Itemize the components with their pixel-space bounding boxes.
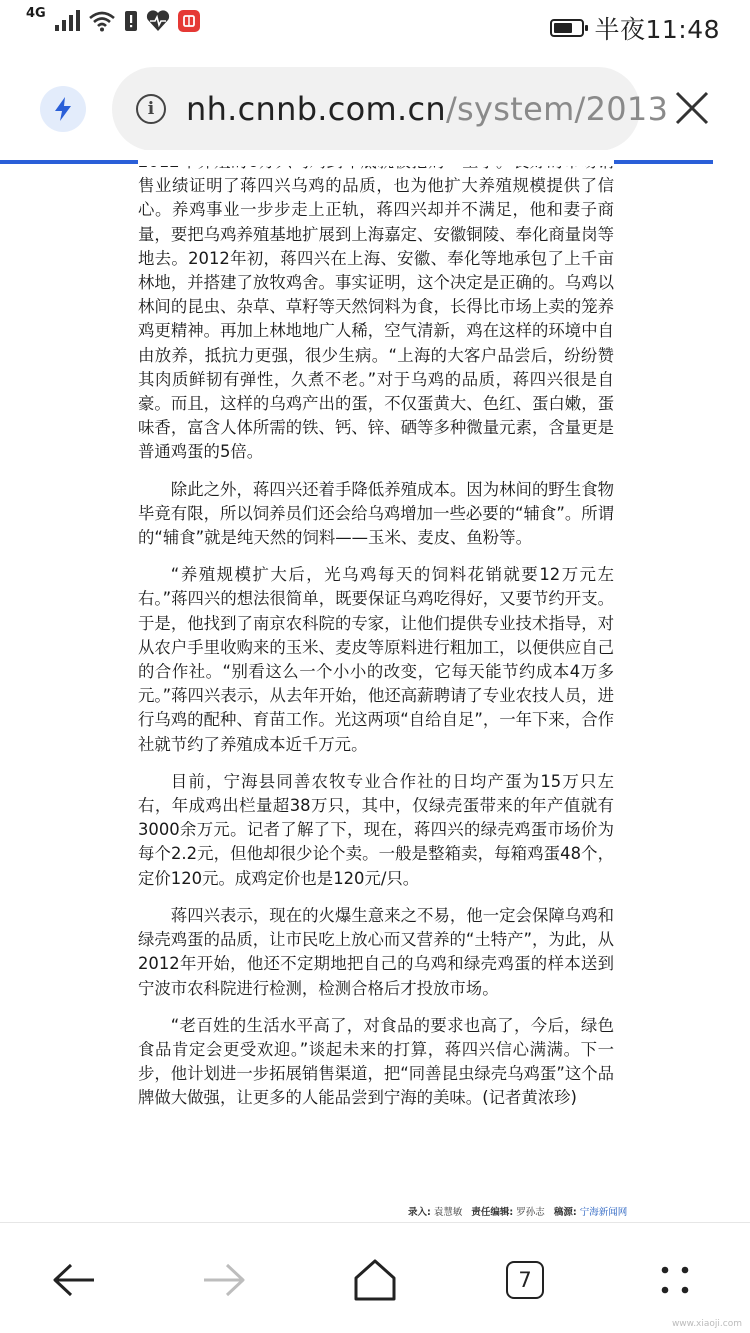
tab-count: 7 bbox=[506, 1261, 544, 1299]
wifi-icon bbox=[88, 10, 116, 32]
url-host: nh.cnnb.com.cn bbox=[186, 90, 446, 128]
credit-editor-name: 罗孙志 bbox=[516, 1207, 545, 1218]
more-dots-icon bbox=[657, 1262, 693, 1298]
arrow-right-icon bbox=[201, 1262, 247, 1298]
health-heart-icon bbox=[146, 10, 170, 32]
article-paragraph: 目前，宁海县同善农牧专业合作社的日均产蛋为15万只左右，年成鸡出栏量超38万只，其中，仅绿壳蛋带来的年产值就有3000余万元。记者了解了下，现在，蒋四兴的绿壳鸡蛋市场价为每个2.2元，但他却很少论个卖。一般是整箱卖，每箱鸡蛋48个，定价120元。成鸡定价也是120元/只。 bbox=[138, 771, 614, 888]
status-right-icons bbox=[550, 10, 720, 46]
close-icon[interactable] bbox=[674, 90, 710, 126]
article-paragraph: “老百姓的生活水平高了，对食品的要求也高了，今后，绿色食品肯定会更受欢迎。”谈起未来的打算，蒋四兴信心满满。下一步，他计划进一步拓展销售渠道，把“同善昆虫绿壳乌鸡蛋”这个品牌做大做强，让更多的人能品尝到宁海的美味。(记者黄浓珍) bbox=[138, 1015, 614, 1108]
article-paragraph: 蒋四兴表示，现在的火爆生意来之不易，他一定会保障乌鸡和绿壳鸡蛋的品质，让市民吃上放心而又营养的“土特产”，为此，从2012年开始，他还不定期地把自己的乌鸡和绿壳鸡蛋的样本送到宁波市农科院进行检测，检测合格后才投放市场。 bbox=[138, 905, 614, 998]
credit-source-link[interactable]: 宁海新闻网 bbox=[579, 1207, 628, 1218]
credit-source-label: 稿源: bbox=[553, 1207, 577, 1218]
url-path: /system/2013 bbox=[445, 90, 669, 128]
arrow-left-icon bbox=[51, 1262, 97, 1298]
tabs-button[interactable] bbox=[497, 1252, 553, 1308]
notification-app-icon bbox=[178, 10, 200, 32]
network-type: 4G bbox=[26, 5, 46, 21]
forward-button[interactable] bbox=[196, 1252, 252, 1308]
url-text[interactable] bbox=[186, 90, 668, 128]
status-time: 半夜11:48 bbox=[594, 15, 720, 44]
credit-editor-label: 责任编辑: bbox=[471, 1207, 514, 1218]
article-paragraph: 除此之外，蒋四兴还着手降低养殖成本。因为林间的野生食物毕竟有限，所以饲养员们还会给乌鸡增加一些必要的“辅食”。所谓的“辅食”就是纯天然的饲料——玉米、麦皮、鱼粉等。 bbox=[138, 479, 614, 548]
article-paragraph: 售业绩证明了蒋四兴乌鸡的品质，也为他扩大养殖规模提供了信心。养鸡事业一步步走上正轨，蒋四兴却并不满足，他和妻子商量，要把乌鸡养殖基地扩展到上海嘉定、安徽铜陵、奉化商量岗等地去。2012年初，蒋四兴在上海、安徽、奉化等地承包了上千亩林地，并搭建了放牧鸡舍。事实证明，这个决定是正确的。乌鸡以林间的昆虫、杂草、草籽等天然饲料为食，长得比市场上卖的笼养鸡更精神。再加上林地地广人稀，空气清新，鸡在这样的环境中自由放养，抵抗力更强，很少生病。“上海的大客户品尝后，纷纷赞其肉质鲜韧有弹性，久煮不老。”对于乌鸡的品质，蒋四兴很是自豪。而且，这样的乌鸡产出的蛋，不仅蛋黄大、色红、蛋白嫩，蛋味香，富含人体所需的铁、钙、锌、硒等多种微量元素，含量更是普通鸡蛋的5倍。 bbox=[138, 176, 614, 462]
home-icon bbox=[352, 1258, 398, 1302]
battery-icon bbox=[550, 19, 584, 37]
home-button[interactable] bbox=[347, 1252, 403, 1308]
signal-icon bbox=[54, 10, 80, 32]
menu-button[interactable] bbox=[647, 1252, 703, 1308]
credit-entry-label: 录入: bbox=[408, 1207, 431, 1218]
status-left-icons bbox=[26, 5, 200, 32]
article-paragraph: “养殖规模扩大后，光乌鸡每天的饲料花销就要12万元左右。”蒋四兴的想法很简单，既要保证乌鸡吃得好，又要节约开支。于是，他找到了南京农科院的专家，让他们提供专业技术指导，对从农户手里收购来的玉米、麦皮等原料进行粗加工，以便供应自己的合作社。“别看这么一个小小的改变，它每天能节约成本4万多元。”蒋四兴表示，从去年开始，他还高薪聘请了专业农技人员，进行乌鸡的配种、育苗工作。光这两项“自给自足”，一年下来，合作社就节约了养殖成本近千万元。 bbox=[138, 565, 614, 754]
bottom-navigation bbox=[0, 1230, 750, 1333]
address-bar[interactable] bbox=[112, 67, 669, 151]
back-button[interactable] bbox=[46, 1252, 102, 1308]
watermark: www.xiaoji.com bbox=[671, 1319, 742, 1329]
credit-entry-name: 袁慧敏 bbox=[433, 1207, 463, 1218]
site-info-icon[interactable]: i bbox=[136, 94, 166, 124]
article-body bbox=[138, 150, 614, 1220]
status-bar bbox=[0, 0, 750, 52]
article-credits bbox=[408, 1204, 627, 1218]
bolt-icon[interactable] bbox=[40, 86, 86, 132]
bottom-divider bbox=[0, 1222, 750, 1223]
sim-alert-icon bbox=[124, 10, 138, 32]
browser-toolbar bbox=[0, 52, 750, 162]
toolbar-overlap-mask bbox=[138, 150, 614, 166]
